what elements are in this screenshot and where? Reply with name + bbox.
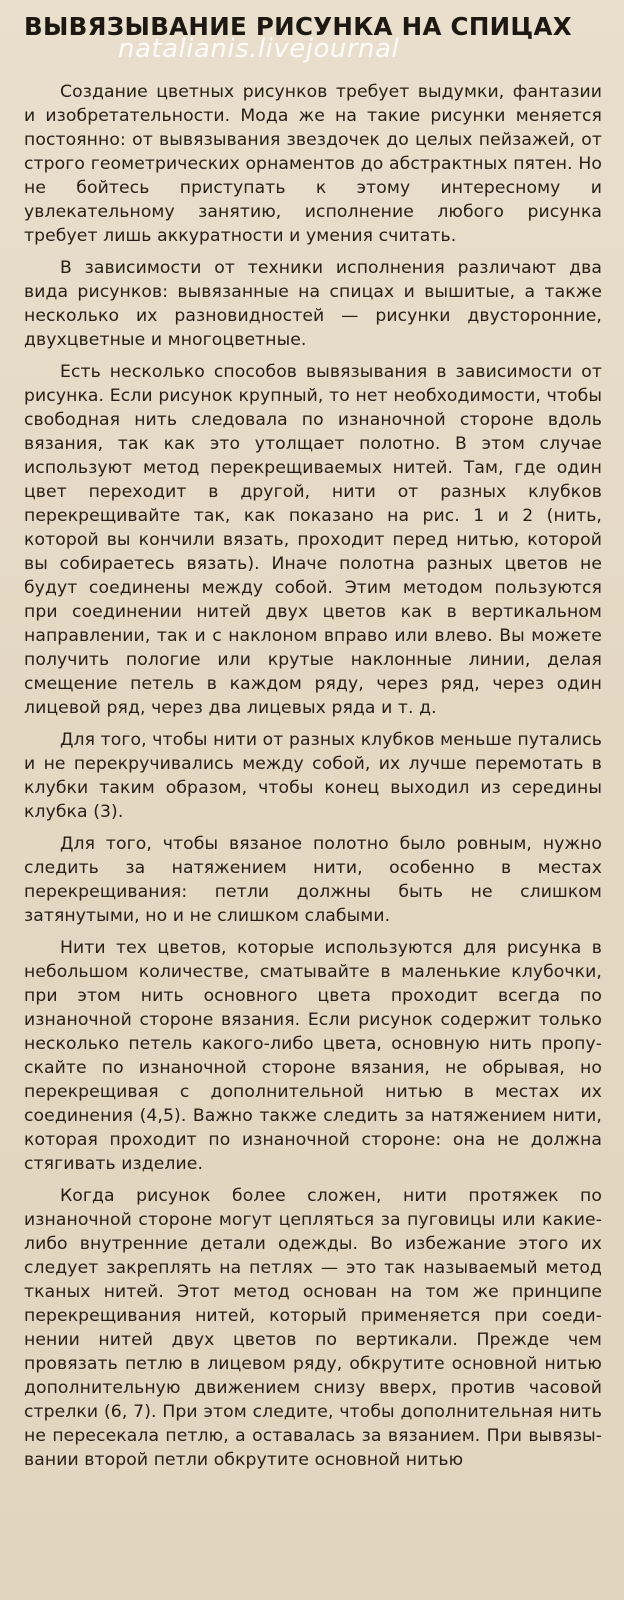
paragraph-7: Когда рисунок более сложен, нити протяжек по изнаночной стороне могут цепляться за пуговицы или какие-либо внутренние детали одежды. Во избежание этого их следует закреплять на петлях — это так называемый метод тканых нитей. Этот метод основан на том же принципе перекрещивания нитей, который применяется при соединении нитей двух цветов по вертикали. Прежде чем провязать петлю в лицевом ряду, обкрутите основной нитью дополнительную движением снизу вверх, против часовой стрелки (6, 7). При этом следите, чтобы дополнительная нить не пересекала петлю, а оставалась за вязанием. При вывязывании второй петли обкрутите основной нитью xyxy=(24,1186,602,1470)
paragraph-6: Нити тех цветов, которые используются для рисунка в небольшом количестве, сматывайте в маленькие клубочки, при этом нить основного цвета проходит всегда по изнаночной стороне вязания. Если рисунок содержит только несколько петель какого-либо цвета, основную нить пропускайте по изнаночной стороне вязания, не обрывая, но перекрещивая с дополнительной нитью в местах их соединения (4,5). Важно также следить за натяжением нити, которая проходит по изнаночной стороне: она не должна стягивать изделие. xyxy=(24,938,602,1174)
paragraph-2: В зависимости от техники исполнения различают два вида рисунков: вывязанные на спицах и вышитые, а также несколько их разновидностей — рисунки двусторонние, двухцветные и многоцветные. xyxy=(24,258,602,350)
paragraph-4: Для того, чтобы нити от разных клубков меньше путались и не перекручивались между собой, их лучше перемотать в клубки таким образом, чтобы конец выходил из середины клубка (3). xyxy=(24,730,602,822)
paragraph-5: Для того, чтобы вязаное полотно было ровным, нужно следить за натяжением нити, особенно в местах перекрещивания: петли должны быть не слишком затянутыми, но и не слишком слабыми. xyxy=(24,834,602,926)
article-body xyxy=(24,80,602,1472)
paragraph-3: Есть несколько способов вывязывания в зависимости от рисунка. Если рисунок крупный, то нет необходимости, чтобы свободная нить следовала по изнаночной стороне вдоль вязания, так как это утолщает полотно. В этом случае используют метод перекрещиваемых нитей. Там, где один цвет переходит в другой, нити от разных клубков перекрещивайте так, как показано на рис. 1 и 2 (нить, которой вы кончили вязать, проходит перед нитью, которой вы собираетесь вязать). Иначе полотна разных цветов не будут соединены между собой. Этим методом пользуются при соединении нитей двух цветов как в вертикальном направлении, так и с наклоном вправо или влево. Вы можете получить пологие или крутые наклонные линии, делая смещение петель в каждом ряду, через ряд, через один лицевой ряд, через два лицевых ряда и т. д. xyxy=(24,362,602,718)
paragraph-1: Создание цветных рисунков требует выдумки, фантазии и изобретательности. Мода же на такие рисунки меняется постоянно: от вывязывания звездочек до целых пейзажей, от строго геометрических орнаментов до абстрактных пятен. Но не бойтесь приступать к этому интересному и увлекательному занятию, исполнение любого рисунка требует лишь аккуратности и умения считать. xyxy=(24,82,602,246)
article-title: ВЫВЯЗЫВАНИЕ РИСУНКА НА СПИЦАХ xyxy=(24,12,572,41)
watermark-text: natalianis.livejournal xyxy=(118,34,400,64)
